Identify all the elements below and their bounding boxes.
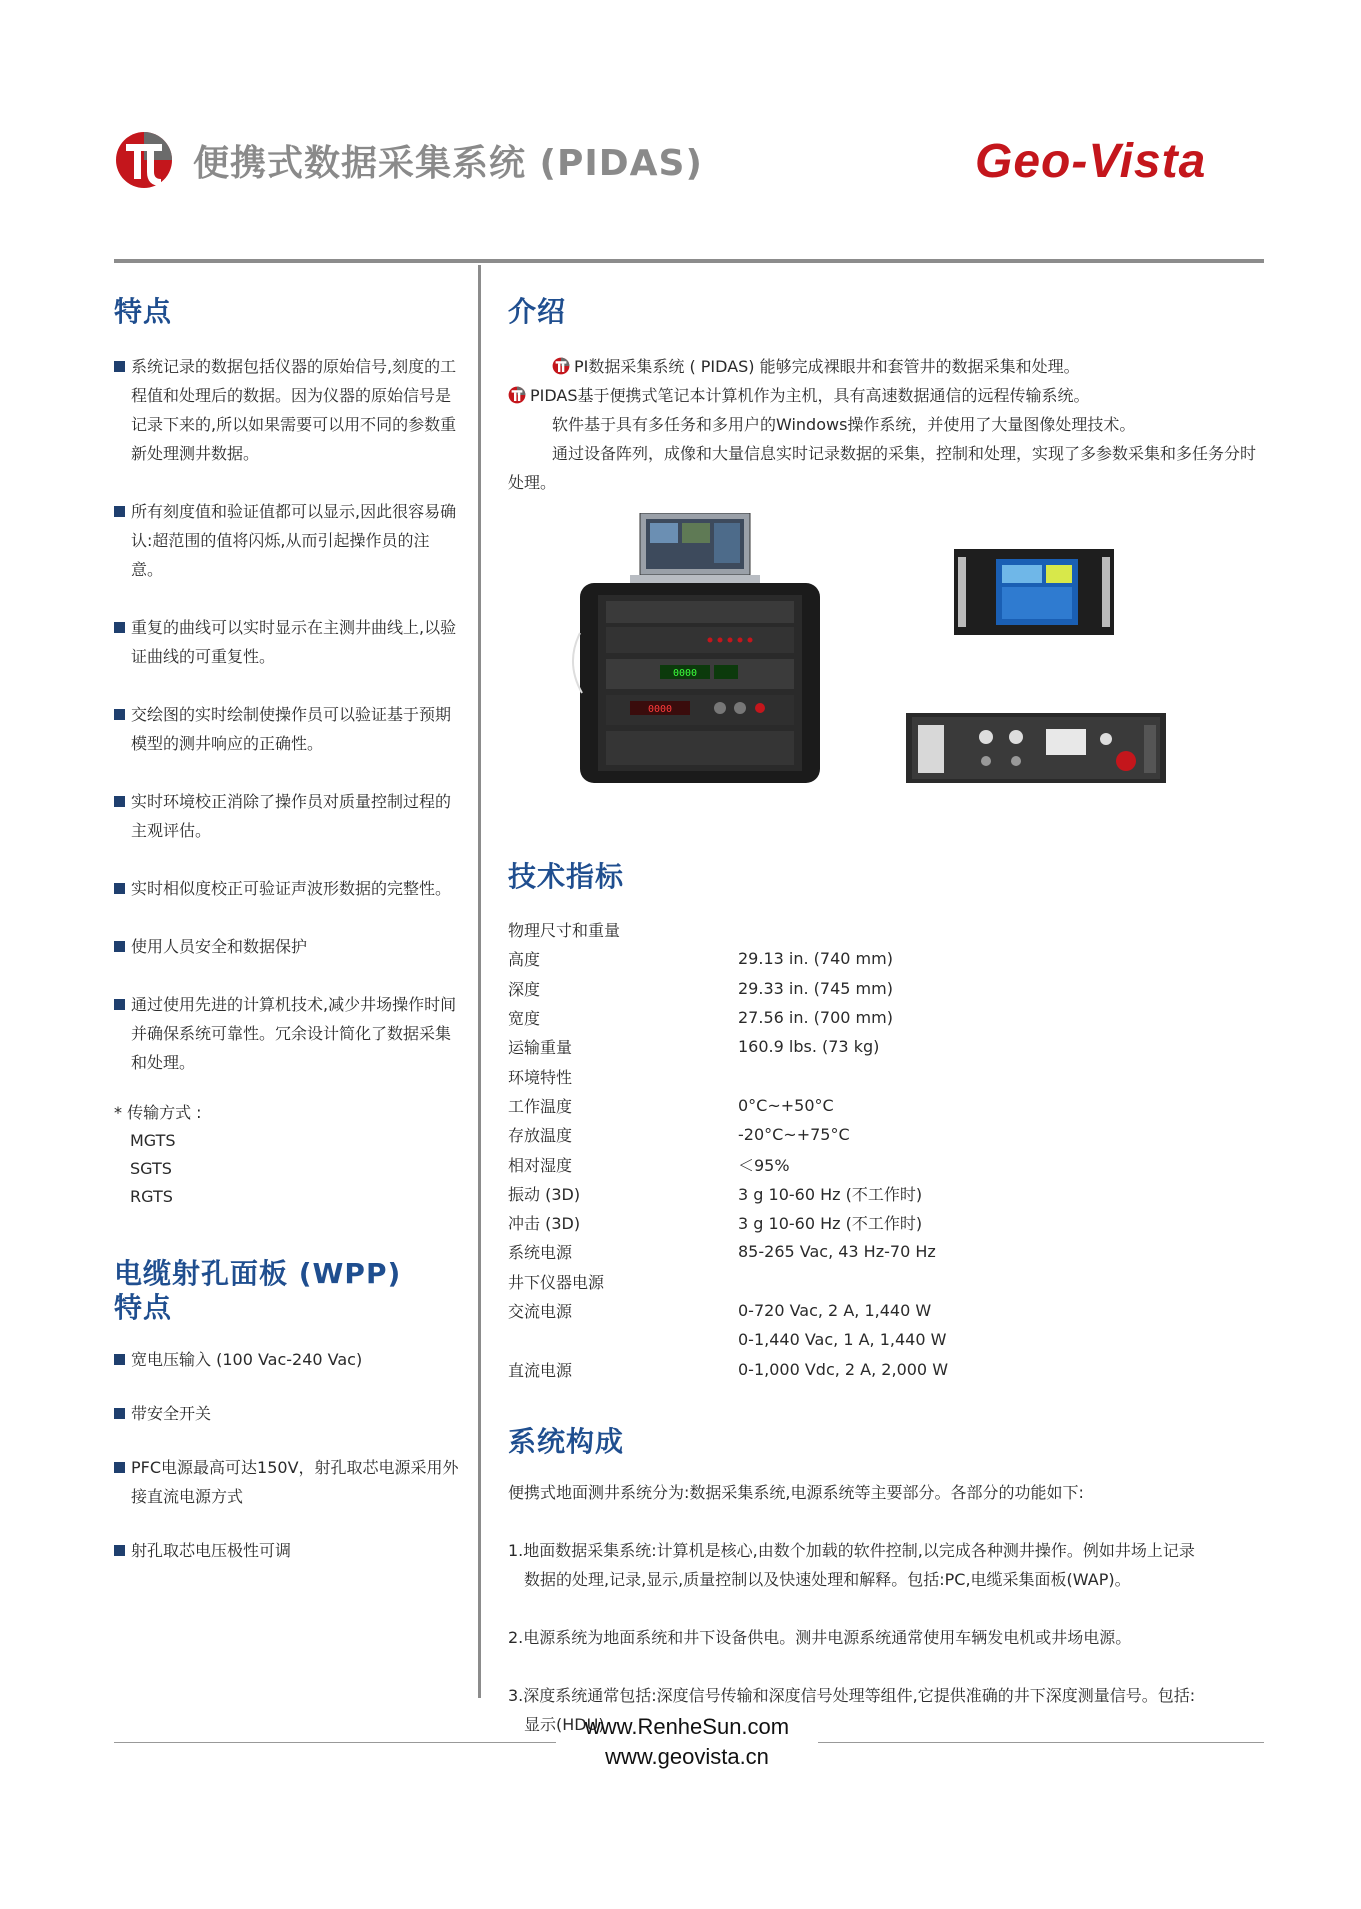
transport-item: SGTS [130, 1159, 172, 1178]
table-row [508, 1267, 948, 1296]
bullet-square-icon [114, 883, 125, 894]
bullet-square-icon [114, 506, 125, 517]
system-intro: 便携式地面测井系统分为:数据采集系统,电源系统等主要部分。各部分的功能如下: [508, 1482, 1084, 1502]
wpp-features-list [114, 1345, 459, 1565]
system-text [508, 1478, 1264, 1739]
spec-label: 高度 [508, 950, 541, 970]
company-logo-small-icon [552, 357, 570, 375]
transport-item: MGTS [130, 1131, 176, 1150]
pidas-case-photo [570, 513, 840, 783]
features-heading: 特点 [114, 295, 173, 328]
brand-logo-text: Geo-Vista [975, 135, 1207, 188]
list-item: 所有刻度值和验证值都可以显示,因此很容易确认:超范围的值将闪烁,从而引起操作员的注意。 [114, 497, 459, 584]
spec-value: 85-265 Vac, 43 Hz-70 Hz [738, 1242, 936, 1262]
spec-label: 物理尺寸和重量 [508, 921, 621, 941]
product-photos [508, 513, 1264, 843]
transport-label: * 传输方式 : [114, 1103, 202, 1122]
bullet-square-icon [114, 796, 125, 807]
table-row [508, 1091, 948, 1120]
list-item: 实时环境校正消除了操作员对质量控制过程的主观评估。 [114, 787, 459, 845]
spec-label: 相对湿度 [508, 1155, 573, 1175]
footer-link-renhesun[interactable]: www.RenheSun.com [584, 1714, 790, 1739]
table-row [508, 1120, 948, 1149]
spec-value [738, 1267, 948, 1296]
spec-value: 0-1,440 Vac, 1 A, 1,440 W [738, 1330, 947, 1350]
spec-label: 交流电源 [508, 1302, 573, 1321]
features-list [114, 352, 459, 1077]
spec-label: 冲击 (3D) [508, 1214, 581, 1234]
spec-label [508, 1325, 738, 1354]
system-item: 3.深度系统通常包括:深度信号传输和深度信号处理等组件,它提供准确的井下深度测量信号。包括: 显示(HDU) [508, 1685, 1196, 1734]
monitor-panel-photo [954, 549, 1114, 635]
spec-value [738, 915, 948, 944]
spec-label: 直流电源 [508, 1360, 573, 1380]
system-item: 1.地面数据采集系统:计算机是核心,由数个加载的软件控制,以完成各种测井操作。例如井场上记录 数据的处理,记录,显示,质量控制以及快速处理和解释。包括:PC,电缆采集面板(WAP)。 [508, 1540, 1195, 1589]
list-item: 通过使用先进的计算机技术,减少井场操作时间并确保系统可靠性。冗余设计简化了数据采集和处理。 [114, 990, 459, 1077]
list-item: 重复的曲线可以实时显示在主测井曲线上,以验证曲线的可重复性。 [114, 613, 459, 671]
intro-heading: 介绍 [508, 295, 567, 328]
list-item: 系统记录的数据包括仪器的原始信号,刻度的工程值和处理后的数据。因为仪器的原始信号是记录下来的,所以如果需要可以用不同的参数重新处理测井数据。 [114, 352, 459, 468]
table-row [508, 1003, 948, 1032]
table-row [508, 1296, 948, 1325]
spec-value: 3 g 10-60 Hz (不工作时) [738, 1184, 923, 1204]
spec-label: 工作温度 [508, 1096, 573, 1116]
table-row [508, 1208, 948, 1237]
table-row [508, 1179, 948, 1208]
spec-label: 存放温度 [508, 1126, 573, 1146]
svg-text:0000: 0000 [672, 668, 698, 679]
list-item: 使用人员安全和数据保护 [114, 932, 459, 961]
table-row [508, 974, 948, 1003]
transport-section [114, 1098, 459, 1211]
bullet-square-icon [114, 709, 125, 720]
bullet-square-icon [114, 622, 125, 633]
system-heading: 系统构成 [508, 1424, 625, 1458]
table-row [508, 1032, 948, 1061]
table-row [508, 944, 948, 973]
right-column [508, 290, 1264, 1768]
bullet-square-icon [114, 1545, 125, 1556]
company-logo-small-icon [508, 386, 526, 404]
list-item: 交绘图的实时绘制使操作员可以验证基于预期模型的测井响应的正确性。 [114, 700, 459, 758]
spec-label: 振动 (3D) [508, 1184, 581, 1204]
table-row [508, 1061, 948, 1090]
specs-heading: 技术指标 [508, 860, 625, 893]
list-item: 宽电压输入 (100 Vac-240 Vac) [114, 1345, 459, 1374]
bullet-square-icon [114, 361, 125, 372]
company-logo [114, 130, 174, 190]
spec-label: 系统电源 [508, 1243, 573, 1263]
wpp-heading: 电缆射孔面板 (WPP) 特点 [114, 1257, 402, 1324]
table-row [508, 1237, 948, 1266]
table-row [508, 1325, 948, 1354]
spec-value: 29.33 in. (745 mm) [738, 978, 893, 998]
spec-label: 井下仪器电源 [508, 1272, 605, 1292]
spec-value: 3 g 10-60 Hz (不工作时) [738, 1214, 923, 1234]
spec-value: 0°C~+50°C [738, 1095, 834, 1115]
table-row [508, 915, 948, 944]
spec-value: 160.9 lbs. (73 kg) [738, 1037, 880, 1057]
list-item: 带安全开关 [114, 1399, 459, 1428]
svg-text:0000: 0000 [647, 704, 673, 715]
spec-value: 29.13 in. (740 mm) [738, 949, 893, 969]
footer-link-geovista[interactable]: www.geovista.cn [605, 1744, 769, 1769]
wpp-panel-photo [906, 713, 1166, 783]
spec-value: 27.56 in. (700 mm) [738, 1008, 893, 1028]
page-title: 便携式数据采集系统 (PIDAS) [193, 143, 703, 184]
bullet-square-icon [114, 1354, 125, 1365]
spec-label: 环境特性 [508, 1067, 573, 1087]
table-row [508, 1149, 948, 1178]
list-item: 射孔取芯电压极性可调 [114, 1536, 459, 1565]
spec-value: ＜95% [738, 1155, 790, 1175]
column-divider [478, 265, 481, 1698]
spec-value: 0-720 Vac, 2 A, 1,440 W [738, 1301, 932, 1320]
bullet-square-icon [114, 1408, 125, 1419]
spec-value: -20°C~+75°C [738, 1125, 850, 1145]
spec-value: 0-1,000 Vdc, 2 A, 2,000 W [738, 1359, 949, 1379]
table-row [508, 1354, 948, 1383]
intro-text: PI数据采集系统 ( PIDAS) 能够完成裸眼井和套管井的数据采集和处理。 PIDAS基于便携式笔记本计算机作为主机，具有高速数据通信的远程传输系统。 软件基于具有多任务和多用户的Windows操作系统，并使用了大量图像处理技术。 通过设备阵列，成像和大量信息实时记录数据的采集，控制和处理，实现了多参数采集和多任务分时处理。 [508, 357, 1257, 492]
bullet-square-icon [114, 1462, 125, 1473]
system-item: 2.电源系统为地面系统和井下设备供电。测井电源系统通常使用车辆发电机或井场电源。 [508, 1627, 1132, 1647]
list-item: PFC电源最高可达150V，射孔取芯电源采用外接直流电源方式 [114, 1453, 459, 1511]
specs-table [508, 915, 948, 1384]
header-divider [114, 259, 1264, 263]
bullet-square-icon [114, 941, 125, 952]
list-item: 实时相似度校正可验证声波形数据的完整性。 [114, 874, 459, 903]
footer-divider-right [818, 1742, 1264, 1743]
transport-item: RGTS [130, 1187, 173, 1206]
left-column [114, 290, 459, 1590]
footer-divider-left [114, 1742, 556, 1743]
bullet-square-icon [114, 999, 125, 1010]
spec-value [738, 1061, 948, 1090]
spec-label: 深度 [508, 979, 541, 999]
spec-label: 宽度 [508, 1009, 541, 1029]
spec-label: 运输重量 [508, 1038, 573, 1058]
